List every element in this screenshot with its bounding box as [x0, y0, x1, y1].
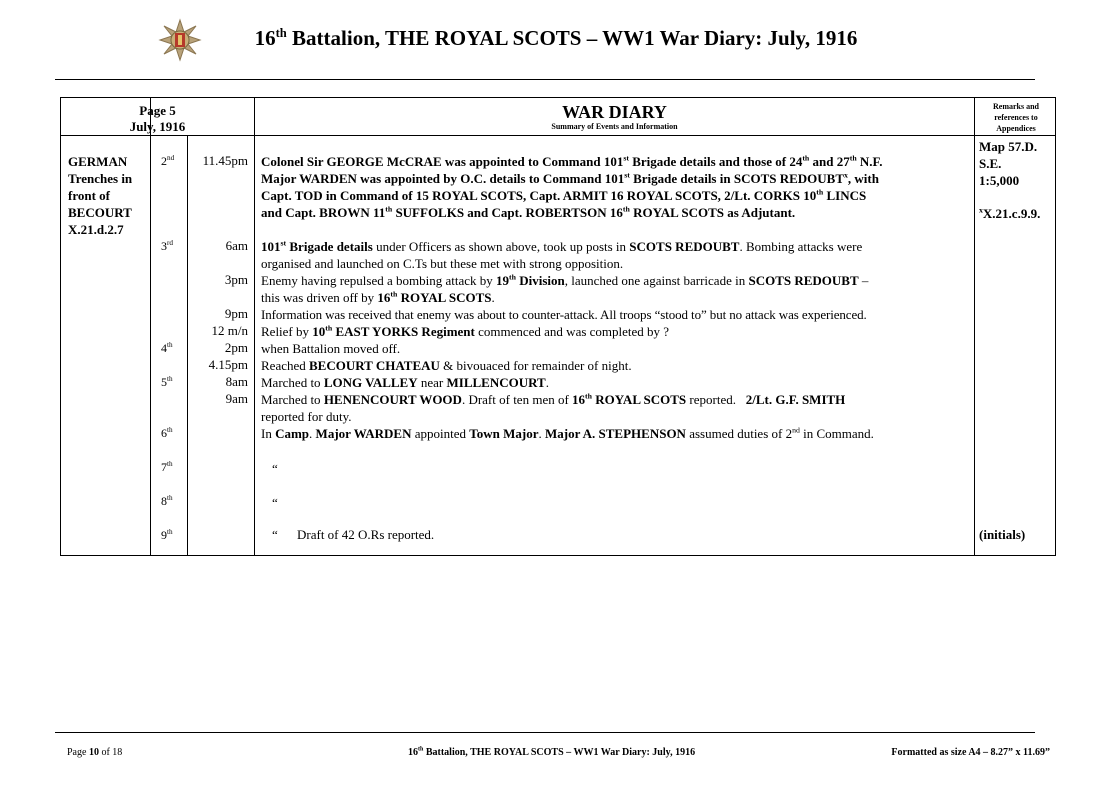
time-entry: 9am — [225, 391, 248, 406]
place-cell: GERMAN Trenches in front of BECOURT X.21.d.2.7 — [68, 154, 133, 237]
footer-title: 16th Battalion, THE ROYAL SCOTS – WW1 War Diary: July, 1916 — [408, 746, 696, 758]
date-6: 6th — [161, 426, 173, 440]
diary-entry-2nd: Colonel Sir GEORGE McCRAE was appointed to Command 101st Brigade details and those of 24th and 27th N.F. Major WARDEN was appointed by O.C. details to Command 101st Brigade details in SCOTS REDOUBT$^x$, with Capt. TOD in Command of 15 ROYAL SCOTS, Capt. ARMIT 16 ROYAL SCOTS, 2/Lt. CORKS 10th LINCS and Capt. BROWN 11th SUFFOLKS and Capt. ROBERTSON 16th ROYAL SCOTS as Adjutant. — [261, 153, 883, 220]
page-info: Page 5 July, 1916 — [129, 103, 186, 134]
ditto-mark: “ — [272, 527, 278, 542]
page-title: 16th Battalion, THE ROYAL SCOTS – WW1 War Diary: July, 1916 — [254, 26, 858, 50]
ditto-mark: “ — [272, 495, 278, 510]
column-divider — [974, 98, 975, 555]
remarks-initials: (initials) — [979, 527, 1026, 542]
time-entry: 2pm — [224, 340, 248, 355]
column-divider — [150, 98, 151, 555]
date-9: 9th — [161, 528, 173, 542]
time-entry: 8am — [225, 374, 248, 389]
time-entry: 4.15pm — [208, 357, 248, 372]
date-4: 4th — [161, 341, 173, 355]
date-3: 3rd — [161, 239, 173, 253]
header-row-divider — [61, 135, 1055, 136]
footer-format-note: Formatted as size A4 – 8.27” x 11.69” — [891, 747, 1050, 758]
column-divider — [254, 98, 255, 555]
date-2: 2nd — [161, 154, 175, 168]
footer-page-number: Page 10 of 18 — [67, 747, 123, 758]
diary-entry-9th: Draft of 42 O.Rs reported. — [297, 527, 435, 542]
date-7: 7th — [161, 460, 173, 474]
remarks-grid-reference: $^x$X.21.c.9.9. — [979, 205, 1041, 221]
time-entry: 3pm — [224, 272, 248, 287]
war-diary-table — [60, 97, 1056, 556]
time-entry: 11.45pm — [202, 153, 248, 168]
diary-entry-3rd-to-6th: 101st Brigade details under Officers as shown above, took up posts in SCOTS REDOUBT. Bombing attacks were organised and launched on C.Ts but these met with strong opposition. Enemy having repulsed a bombing attack by 19th Division, launched one against barricade in SCOTS REDOUBT – this was driven off by 16th ROYAL SCOTS. Information was received that enemy was about to counter-attack. All troops “stood to” but no attack was experienced. Relief by 10th EAST YORKS Regiment commenced and was completed by ? when Battalion moved off. Reached BECOURT CHATEAU & bivouaced for remainder of night. Marched to LONG VALLEY near MILLENCOURT. Marched to HENENCOURT WOOD. Draft of ten men of 16th ROYAL SCOTS reported. 2/Lt. G.F. SMITH reported for duty. In Camp. Major WARDEN appointed Town Major. Major A. STEPHENSON assumed duties of 2nd in Command. — [261, 238, 874, 441]
date-5: 5th — [161, 375, 173, 389]
header-divider — [55, 79, 1035, 80]
remarks-heading: Remarks and references to Appendices — [992, 102, 1039, 133]
time-entry: 6am — [225, 238, 248, 253]
time-entry: 12 m/n — [211, 323, 248, 338]
date-8: 8th — [161, 494, 173, 508]
footer-divider — [55, 732, 1035, 733]
diary-heading: WAR DIARY Summary of Events and Information — [551, 102, 678, 131]
remarks-cell: Map 57.D. S.E. 1:5,000 — [979, 139, 1038, 188]
time-entry: 9pm — [224, 306, 248, 321]
ditto-mark: “ — [272, 461, 278, 476]
